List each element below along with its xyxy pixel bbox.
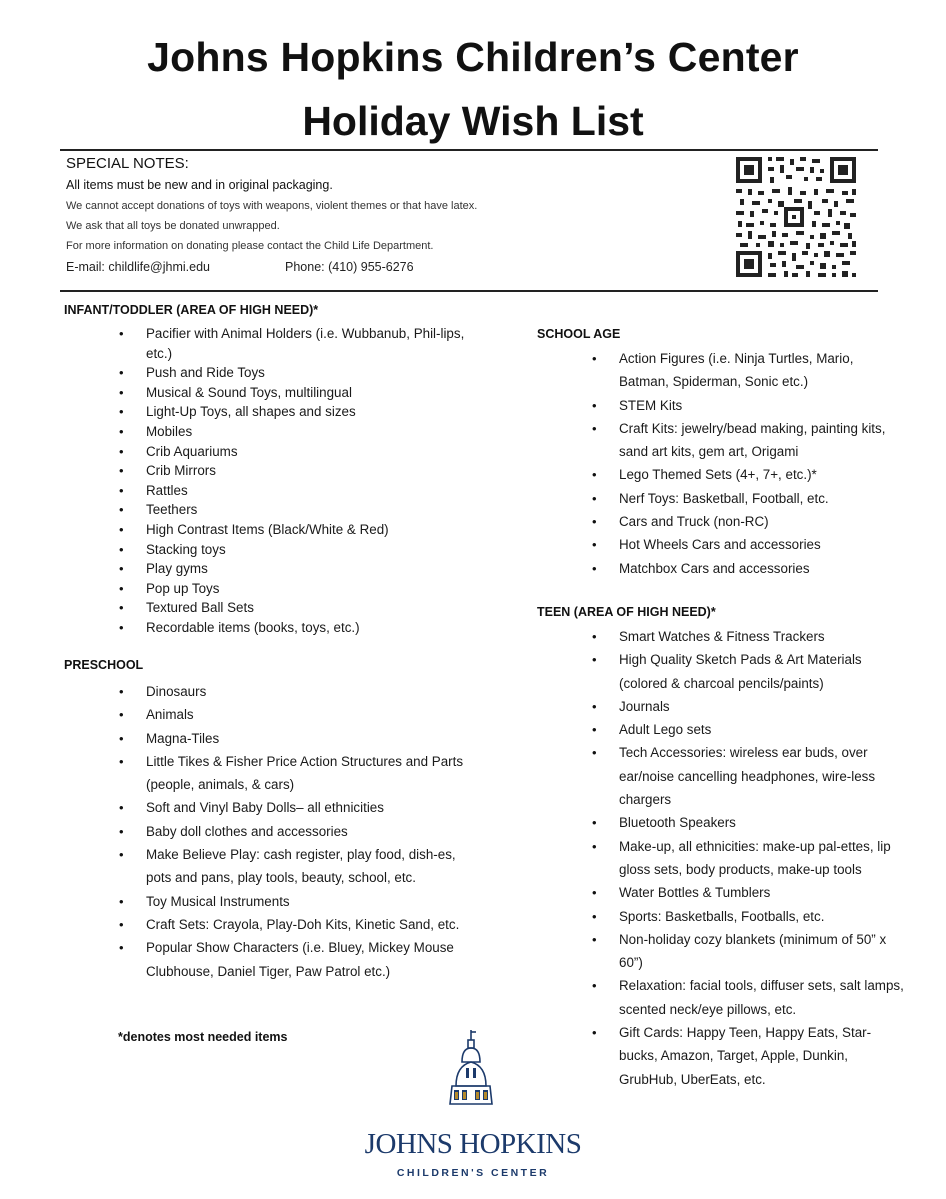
list-item: • Dinosaurs: [146, 680, 476, 703]
list-item: • Crib Mirrors: [146, 461, 491, 481]
list-item: • Sports: Basketballs, Footballs, etc.: [619, 905, 904, 928]
list-item: • Crib Aquariums: [146, 442, 491, 462]
notes-line-packaging: All items must be new and in original packaging.: [66, 178, 333, 192]
teen-heading: TEEN (AREA OF HIGH NEED)*: [537, 605, 716, 619]
list-item: • High Contrast Items (Black/White & Red): [146, 520, 491, 540]
notes-line-contact: For more information on donating please contact the Child Life Department.: [66, 240, 434, 252]
list-item: • Water Bottles & Tumblers: [619, 881, 904, 904]
special-notes-heading: SPECIAL NOTES:: [66, 155, 189, 172]
list-item: • Toy Musical Instruments: [146, 890, 476, 913]
logo-name: JOHNS HOPKINS: [364, 1128, 582, 1160]
list-item: • Mobiles: [146, 422, 491, 442]
list-item: • Relaxation: facial tools, diffuser sets, salt lamps, scented neck/eye pillows, etc.: [619, 974, 904, 1021]
list-item: • Nerf Toys: Basketball, Football, etc.: [619, 487, 899, 510]
list-item: • Pacifier with Animal Holders (i.e. Wubbanub, Phil-lips, etc.): [146, 324, 491, 363]
phone-text[interactable]: Phone: (410) 955-6276: [285, 260, 414, 274]
list-item: • Make-up, all ethnicities: make-up pal-ettes, lip gloss sets, body products, make-up tools: [619, 835, 904, 882]
list-item: • Push and Ride Toys: [146, 363, 491, 383]
list-item: • Smart Watches & Fitness Trackers: [619, 625, 904, 648]
list-item: • Teethers: [146, 500, 491, 520]
list-item: • Light-Up Toys, all shapes and sizes: [146, 402, 491, 422]
special-notes: [66, 155, 706, 274]
page-title: Johns Hopkins Children’s Center: [147, 34, 799, 80]
preschool-heading: PRESCHOOL: [64, 658, 144, 672]
list-item: • Tech Accessories: wireless ear buds, over ear/noise cancelling headphones, wire-less chargers: [619, 741, 904, 811]
list-item: • Journals: [619, 695, 904, 718]
contact-line: [66, 260, 706, 274]
list-item: • Stacking toys: [146, 540, 491, 560]
list-item: • Craft Sets: Crayola, Play-Doh Kits, Kinetic Sand, etc.: [146, 913, 476, 936]
list-item: • Musical & Sound Toys, multilingual: [146, 383, 491, 403]
list-item: • Animals: [146, 703, 476, 726]
top-divider: [60, 149, 878, 151]
preschool-list: [146, 680, 476, 983]
list-item: • Action Figures (i.e. Ninja Turtles, Mario, Batman, Spiderman, Sonic etc.): [619, 347, 899, 394]
list-item: • Non-holiday cozy blankets (minimum of 50” x 60”): [619, 928, 904, 975]
list-item: • Hot Wheels Cars and accessories: [619, 533, 899, 556]
list-item: • Craft Kits: jewelry/bead making, painting kits, sand art kits, gem art, Origami: [619, 417, 899, 464]
list-item: • Pop up Toys: [146, 579, 491, 599]
list-item: • Magna-Tiles: [146, 727, 476, 750]
dome-building-icon: [440, 1028, 502, 1124]
school-age-heading: SCHOOL AGE: [537, 327, 621, 341]
notes-line-weapons: We cannot accept donations of toys with weapons, violent themes or that have latex.: [66, 200, 478, 212]
qr-code-icon[interactable]: [734, 155, 858, 279]
list-item: • Make Believe Play: cash register, play food, dish-es, pots and pans, play tools, beauty, school, etc.: [146, 843, 476, 890]
list-item: • Cars and Truck (non-RC): [619, 510, 899, 533]
email-text[interactable]: E-mail: childlife@jhmi.edu: [66, 260, 210, 274]
list-item: • Textured Ball Sets: [146, 598, 491, 618]
infant-toddler-list: [146, 324, 491, 638]
list-item: • Recordable items (books, toys, etc.): [146, 618, 491, 638]
notes-divider: [60, 290, 878, 292]
list-item: • Adult Lego sets: [619, 718, 904, 741]
page-subtitle: Holiday Wish List: [302, 98, 644, 144]
list-item: • Rattles: [146, 481, 491, 501]
list-item: • Play gyms: [146, 559, 491, 579]
logo-subtitle: CHILDREN'S CENTER: [396, 1167, 550, 1179]
teen-list: [619, 625, 904, 1091]
list-item: • STEM Kits: [619, 394, 899, 417]
list-item: • Popular Show Characters (i.e. Bluey, Mickey Mouse Clubhouse, Daniel Tiger, Paw Patrol etc.): [146, 936, 476, 983]
infant-toddler-heading: INFANT/TODDLER (AREA OF HIGH NEED)*: [64, 303, 319, 317]
list-item: • Bluetooth Speakers: [619, 811, 904, 834]
notes-line-unwrapped: We ask that all toys be donated unwrapped.: [66, 220, 280, 232]
list-item: • Lego Themed Sets (4+, 7+, etc.)*: [619, 463, 899, 486]
list-item: • Soft and Vinyl Baby Dolls– all ethnicities: [146, 796, 476, 819]
school-age-list: [619, 347, 899, 580]
list-item: • Baby doll clothes and accessories: [146, 820, 476, 843]
list-item: • Little Tikes & Fisher Price Action Structures and Parts (people, animals, & cars): [146, 750, 476, 797]
most-needed-footnote: *denotes most needed items: [118, 1030, 288, 1044]
list-item: • Gift Cards: Happy Teen, Happy Eats, Star-bucks, Amazon, Target, Apple, Dunkin, GrubHub, UberEats, etc.: [619, 1021, 904, 1091]
list-item: • Matchbox Cars and accessories: [619, 557, 899, 580]
list-item: • High Quality Sketch Pads & Art Materials (colored & charcoal pencils/paints): [619, 648, 904, 695]
